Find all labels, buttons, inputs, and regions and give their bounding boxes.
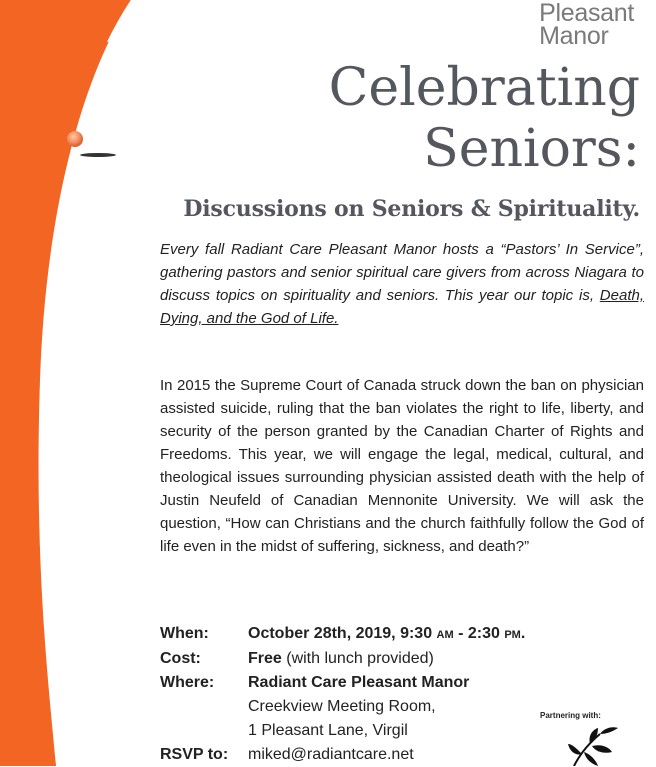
when-am: AM — [436, 629, 454, 641]
intro-text: Every fall Radiant Care Pleasant Manor hosts a “Pastors’ In Service”, gathering pastors and senior spiritual care givers from across Niagara to discuss topics on spirituality and seniors. This year our topic is, — [160, 241, 644, 304]
leaf-branch-icon — [566, 724, 626, 766]
when-end: . — [520, 625, 526, 642]
rsvp-label: RSVP to: — [160, 746, 229, 763]
when-pm: PM — [504, 629, 521, 641]
where-room-row — [160, 695, 525, 719]
where-label: Where: — [160, 674, 215, 691]
intro-topic: Death, Dying, and the God of Life. — [160, 287, 644, 327]
body-paragraph: In 2015 the Supreme Court of Canada struck down the ban on physician assisted suicide, ruling that the ban violates the right to life, liberty, and security of the person granted by the Canadian Charter of Rights and Freedoms. This year, we will engage the legal, medical, cultural, and theological issues surrounding physician assisted death with the help of Justin Neufeld of Canadian Mennonite University. We will ask the question, “How can Christians and the church faithfully follow the God of life even in the midst of suffering, sickness, and death?” — [160, 377, 644, 555]
page-subtitle: Discussions on Seniors & Spirituality. — [183, 196, 640, 222]
brand-line-1: Pleasant — [539, 0, 634, 27]
orange-arc-shape — [0, 0, 132, 766]
orange-arc-decoration — [0, 0, 140, 766]
when-value — [248, 622, 525, 647]
when-label: When: — [160, 625, 209, 642]
event-details — [160, 622, 525, 767]
rsvp-row — [160, 743, 525, 767]
where-room: Creekview Meeting Room, — [248, 698, 436, 715]
sphere-shadow — [80, 153, 116, 157]
cost-free: Free — [248, 650, 282, 667]
cost-row — [160, 647, 525, 671]
cost-note: (with lunch provided) — [281, 650, 434, 667]
cost-label: Cost: — [160, 650, 201, 667]
cost-value — [248, 647, 434, 671]
partner-label: Partnering with: — [540, 711, 601, 720]
where-name: Radiant Care Pleasant Manor — [248, 674, 470, 691]
brand-logo — [539, 2, 634, 48]
when-date: October 28th, 2019, 9:30 — [248, 625, 437, 642]
rsvp-email[interactable]: miked@radiantcare.net — [248, 746, 414, 763]
title-line-1: Celebrating — [328, 58, 640, 118]
when-mid: - 2:30 — [453, 625, 505, 642]
orange-sphere-icon — [67, 131, 83, 147]
brand-line-2: Manor — [539, 22, 609, 50]
where-address-row — [160, 719, 525, 743]
title-line-2: Seniors: — [423, 119, 640, 179]
when-row — [160, 622, 525, 647]
where-address: 1 Pleasant Lane, Virgil — [248, 722, 408, 739]
intro-paragraph — [160, 238, 644, 330]
where-row — [160, 671, 525, 695]
page-title — [329, 58, 640, 180]
